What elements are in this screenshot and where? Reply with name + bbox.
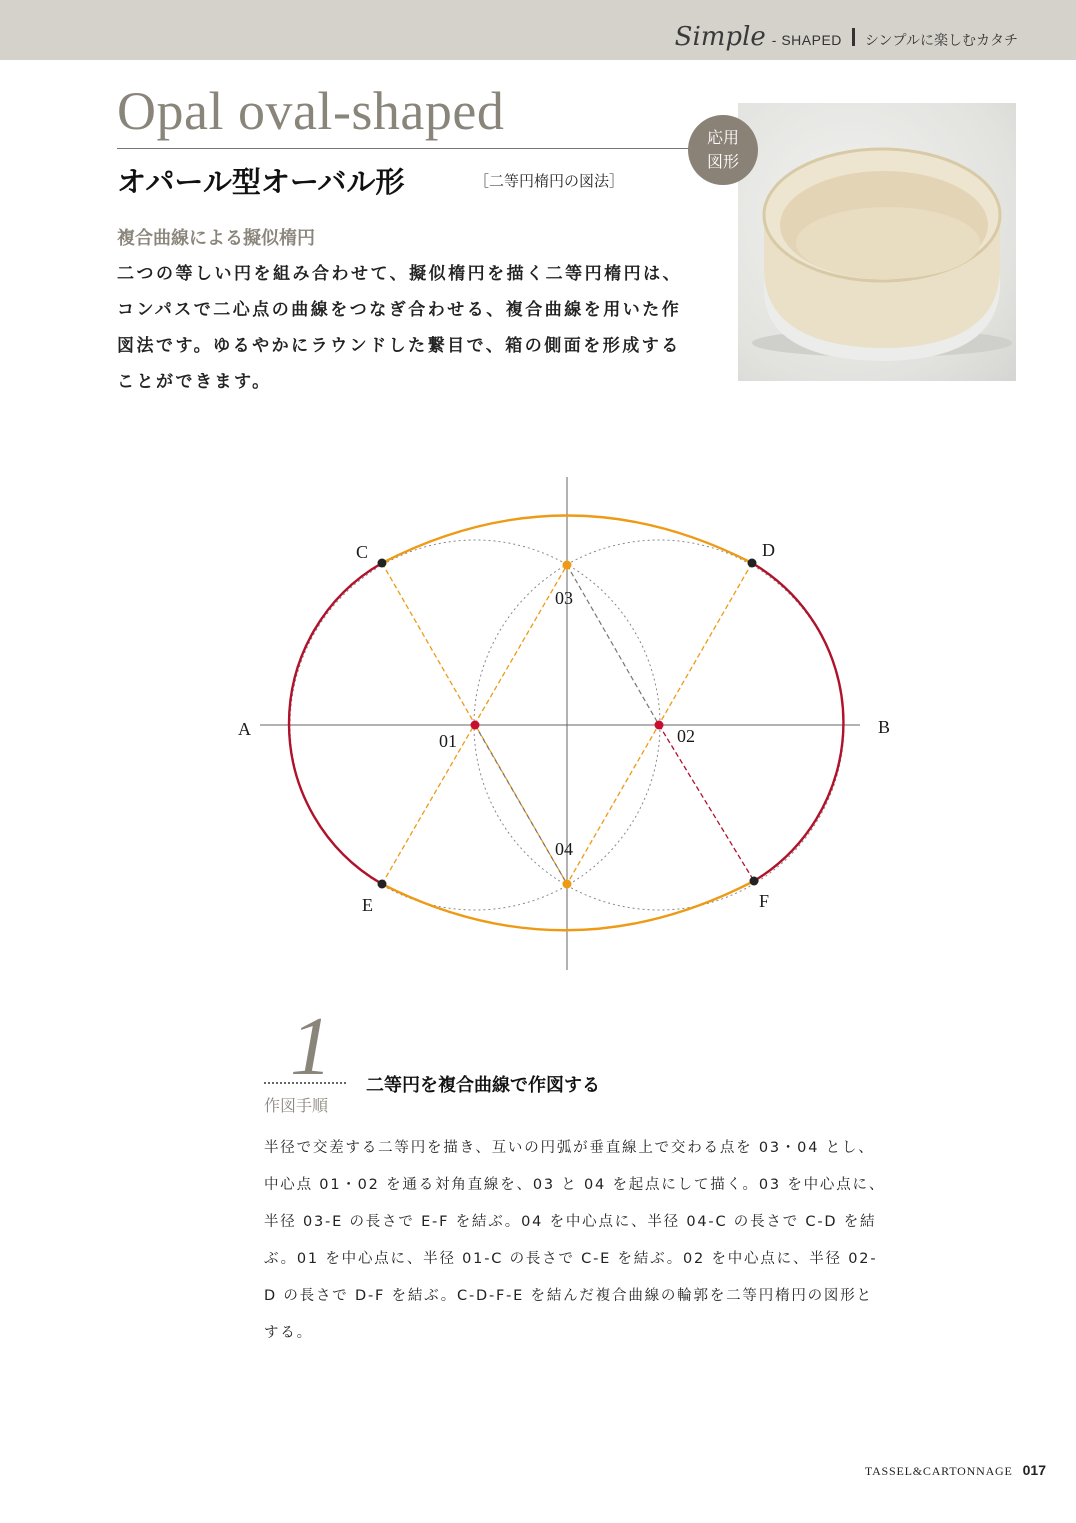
point-f-marker bbox=[750, 877, 759, 886]
point-d-marker bbox=[748, 559, 757, 568]
step-title: 二等円を複合曲線で作図する bbox=[366, 1075, 600, 1096]
oval-box-illustration bbox=[738, 103, 1016, 381]
label-b: B bbox=[878, 717, 891, 737]
series-italic: Simple bbox=[674, 22, 766, 52]
label-03: 03 bbox=[555, 588, 573, 608]
label-e: E bbox=[362, 895, 373, 915]
step-dotted-rule bbox=[264, 1082, 346, 1084]
series-title bbox=[675, 22, 1018, 52]
label-a: A bbox=[238, 719, 251, 739]
point-04-marker bbox=[563, 880, 572, 889]
point-e-marker bbox=[378, 880, 387, 889]
title-note: ［二等円楕円の図法］ bbox=[474, 172, 625, 190]
title-divider bbox=[117, 148, 697, 149]
point-c-marker bbox=[378, 559, 387, 568]
label-f: F bbox=[759, 891, 770, 911]
footer-brand: TASSEL&CARTONNAGE bbox=[864, 1464, 1013, 1478]
label-04: 04 bbox=[555, 839, 573, 859]
box-photo bbox=[738, 103, 1016, 381]
arc-e-f bbox=[382, 881, 754, 930]
label-c: C bbox=[356, 542, 369, 562]
section-subtitle: 複合曲線による擬似楕円 bbox=[117, 228, 315, 249]
lead-paragraph: 二つの等しい円を組み合わせて、擬似楕円を描く二等円楕円は、コンパスで二心点の曲線をつなぎ合わせる、複合曲線を用いた作図法です。ゆるやかにラウンドした繋目で、箱の側面を形成することができます。 bbox=[117, 264, 683, 392]
page-footer bbox=[865, 1462, 1046, 1479]
point-03-marker bbox=[563, 561, 572, 570]
step-body: 半径で交差する二等円を描き、互いの円弧が垂直線上で交わる点を 03・04 とし、中心点 01・02 を通る対角直線を、03 と 04 を起点にして描く。03 を中心点に、半径 03-E の長さで E-F を結ぶ。04 を中心点に、半径 04-C の長さで C-D を結ぶ。01 を中心点に、半径 01-C の長さで C-E を結ぶ。02 を中心点に、半径 02-D の長さで D-F を結ぶ。C-D-F-E を結んだ複合曲線の輪郭を二等円楕円の図形とする。 bbox=[264, 1140, 886, 1341]
point-02-marker bbox=[655, 721, 664, 730]
label-02: 02 bbox=[677, 726, 695, 746]
series-suffix: - SHAPED bbox=[771, 32, 842, 48]
point-01-marker bbox=[471, 721, 480, 730]
page-title-japanese: オパール型オーバル形 bbox=[117, 165, 405, 199]
series-separator bbox=[852, 28, 855, 46]
label-01: 01 bbox=[439, 731, 457, 751]
oval-construction-diagram bbox=[0, 470, 1076, 980]
page-number: 017 bbox=[1022, 1462, 1046, 1478]
segment-01-04 bbox=[475, 725, 567, 884]
step-label: 作図手順 bbox=[264, 1096, 329, 1115]
arc-c-e bbox=[289, 563, 382, 884]
segment-02-f bbox=[659, 725, 754, 881]
header-bar bbox=[0, 0, 1076, 60]
step-number: 1 bbox=[290, 1000, 332, 1093]
series-subtitle: シンプルに楽しむカタチ bbox=[864, 33, 1018, 49]
badge-line-2: 図形 bbox=[706, 152, 739, 171]
page-title-english: Opal oval-shaped bbox=[117, 81, 505, 141]
segment-03-02 bbox=[567, 565, 659, 725]
applied-shape-badge bbox=[688, 115, 758, 185]
arc-d-f bbox=[752, 563, 843, 881]
label-d: D bbox=[762, 540, 775, 560]
badge-line-1: 応用 bbox=[706, 128, 739, 147]
